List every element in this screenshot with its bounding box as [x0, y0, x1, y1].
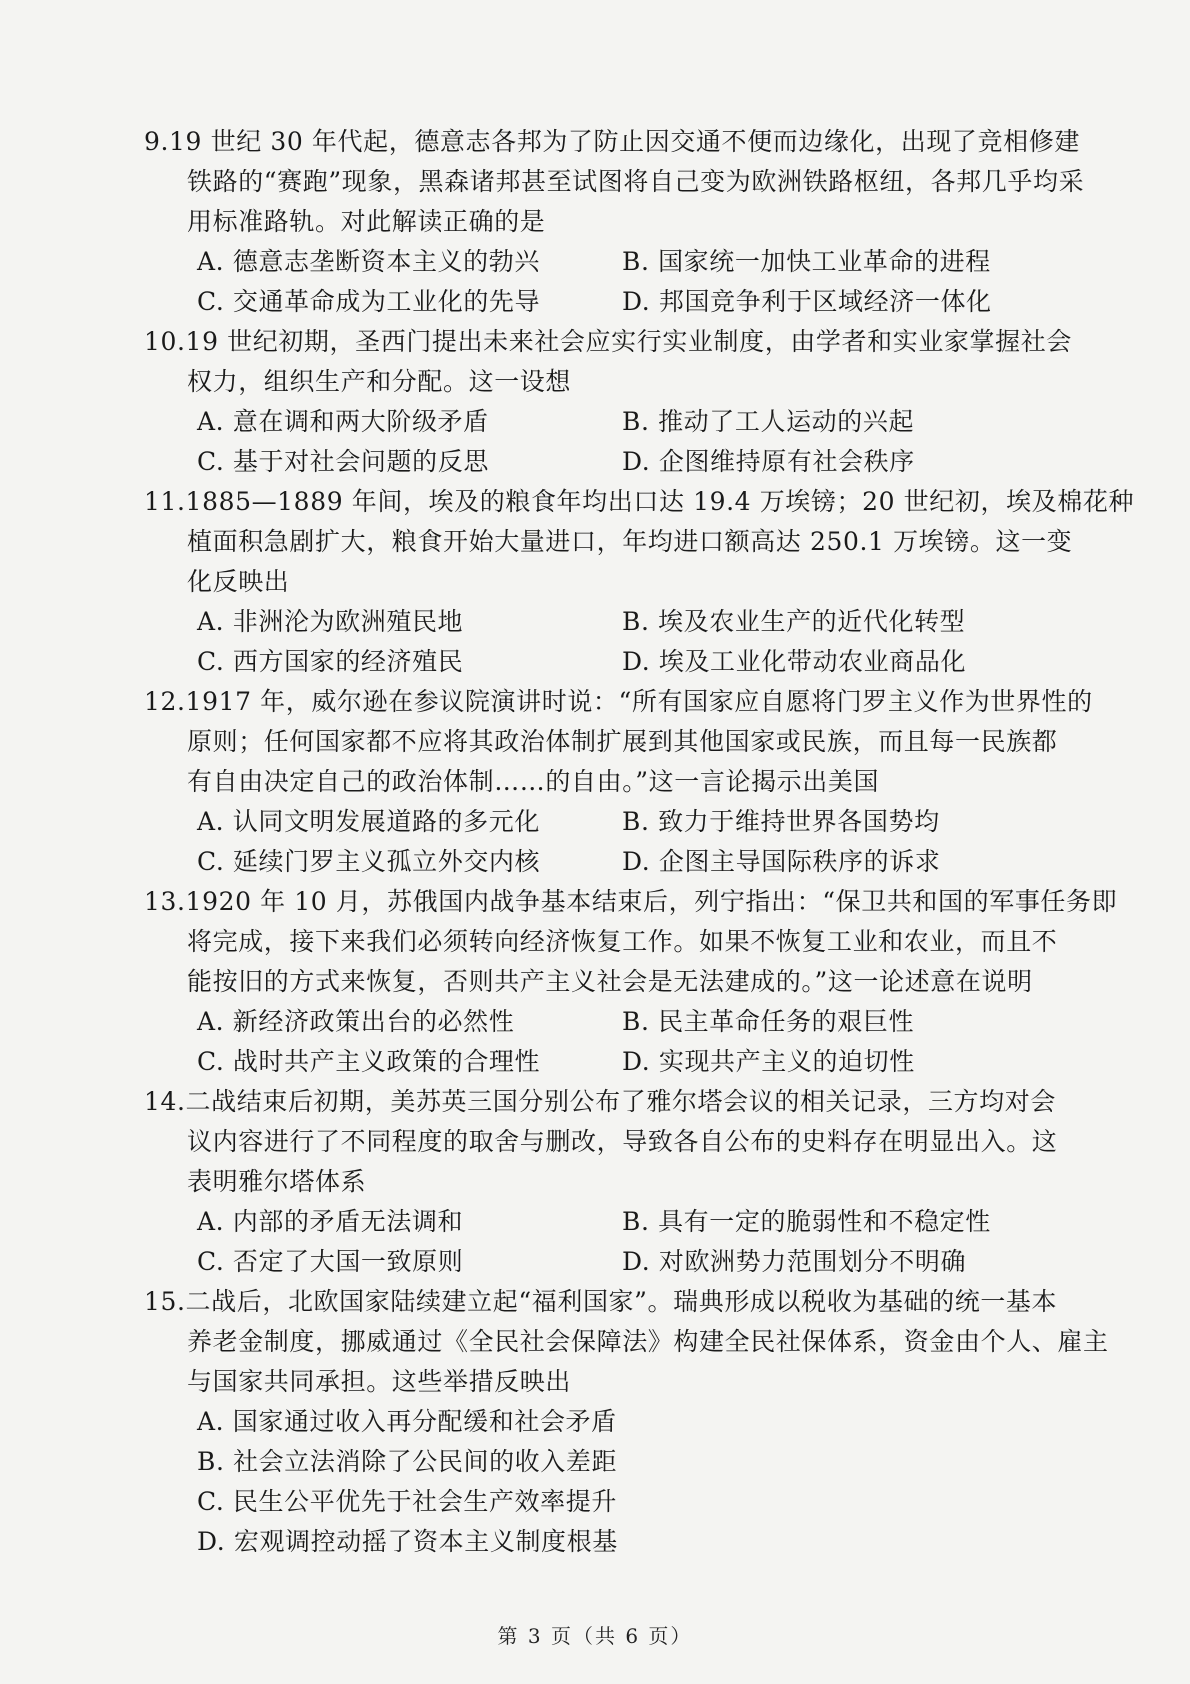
option-d: D. 实现共产主义的迫切性	[622, 1047, 915, 1076]
option-d: D. 埃及工业化带动农业商品化	[622, 647, 967, 676]
option-c: C. 否定了大国一致原则	[197, 1247, 464, 1276]
stem-line: 15.二战后，北欧国家陆续建立起“福利国家”。瑞典形成以税收为基础的统一基本	[144, 1287, 1058, 1316]
option-a: A. 意在调和两大阶级矛盾	[197, 407, 489, 436]
option-b: B. 民主革命任务的艰巨性	[622, 1007, 915, 1036]
option-d: D. 宏观调控动摇了资本主义制度根基	[197, 1527, 618, 1556]
option-c: C. 交通革命成为工业化的先导	[197, 287, 541, 316]
stem-line: 表明雅尔塔体系	[187, 1167, 367, 1196]
stem-line: 12.1917 年，威尔逊在参议院演讲时说：“所有国家应自愿将门罗主义作为世界性的	[144, 687, 1093, 716]
options	[162, 402, 1090, 482]
stem-line: 10.19 世纪初期，圣西门提出未来社会应实行实业制度，由学者和实业家掌握社会	[144, 327, 1072, 356]
stem-line: 11.1885—1889 年间，埃及的粮食年均出口达 19.4 万埃镑；20 世纪初，埃及棉花种	[144, 487, 1135, 516]
option-a: A. 德意志垄断资本主义的勃兴	[197, 247, 540, 276]
options	[162, 1002, 1090, 1082]
option-d: D. 企图主导国际秩序的诉求	[622, 847, 941, 876]
stem-line: 将完成，接下来我们必须转向经济恢复工作。如果不恢复工业和农业，而且不	[187, 927, 1058, 956]
question-stem	[144, 1282, 1109, 1402]
option-b: B. 推动了工人运动的兴起	[622, 407, 915, 436]
stem-line: 原则；任何国家都不应将其政治体制扩展到其他国家或民族，而且每一民族都	[187, 727, 1058, 756]
options	[162, 802, 1090, 882]
option-b: B. 社会立法消除了公民间的收入差距	[197, 1447, 618, 1476]
option-d: D. 对欧洲势力范围划分不明确	[622, 1247, 967, 1276]
question-15	[144, 1282, 1109, 1562]
stem-line: 植面积急剧扩大，粮食开始大量进口，年均进口额高达 250.1 万埃镑。这一变	[187, 527, 1073, 556]
question-13	[144, 882, 1118, 1082]
option-a: A. 新经济政策出台的必然性	[197, 1007, 515, 1036]
stem-line: 议内容进行了不同程度的取舍与删改，导致各自公布的史料存在明显出入。这	[187, 1127, 1058, 1156]
options	[162, 242, 1090, 322]
stem-line: 有自由决定自己的政治体制……的自由。”这一言论揭示出美国	[187, 767, 880, 796]
option-a: A. 国家通过收入再分配缓和社会矛盾	[197, 1407, 617, 1436]
question-10	[144, 322, 1090, 482]
stem-line: 9.19 世纪 30 年代起，德意志各邦为了防止因交通不便而边缘化，出现了竞相修建	[144, 127, 1080, 156]
option-c: C. 民生公平优先于社会生产效率提升	[197, 1487, 617, 1516]
options	[162, 1402, 1090, 1562]
option-d: D. 邦国竞争利于区域经济一体化	[622, 287, 992, 316]
option-a: A. 认同文明发展道路的多元化	[197, 807, 540, 836]
question-stem	[144, 122, 1090, 242]
question-stem	[144, 322, 1090, 402]
question-stem	[144, 682, 1093, 802]
question-stem	[144, 882, 1118, 1002]
question-11	[144, 482, 1135, 682]
option-b: B. 埃及农业生产的近代化转型	[622, 607, 966, 636]
option-c: C. 西方国家的经济殖民	[197, 647, 464, 676]
stem-line: 13.1920 年 10 月，苏俄国内战争基本结束后，列宁指出：“保卫共和国的军事任务即	[144, 887, 1118, 916]
question-stem	[144, 482, 1135, 602]
stem-line: 用标准路轨。对此解读正确的是	[187, 207, 546, 236]
page-footer: 第 3 页（共 6 页）	[497, 1624, 693, 1648]
question-12	[144, 682, 1093, 882]
option-b: B. 具有一定的脆弱性和不稳定性	[622, 1207, 991, 1236]
option-c: C. 延续门罗主义孤立外交内核	[197, 847, 541, 876]
option-c: C. 基于对社会问题的反思	[197, 447, 489, 476]
option-a: A. 内部的矛盾无法调和	[197, 1207, 464, 1236]
option-b: B. 致力于维持世界各国势均	[622, 807, 940, 836]
options	[162, 602, 1090, 682]
option-d: D. 企图维持原有社会秩序	[622, 447, 915, 476]
stem-line: 化反映出	[187, 567, 290, 596]
stem-line: 铁路的“赛跑”现象，黑森诸邦甚至试图将自己变为欧洲铁路枢纽，各邦几乎均采	[187, 167, 1085, 196]
option-c: C. 战时共产主义政策的合理性	[197, 1047, 541, 1076]
question-9	[144, 122, 1090, 322]
question-list	[144, 122, 1135, 1562]
stem-line: 14.二战结束后初期，美苏英三国分别公布了雅尔塔会议的相关记录，三方均对会	[144, 1087, 1056, 1116]
stem-line: 权力，组织生产和分配。这一设想	[187, 367, 572, 396]
stem-line: 能按旧的方式来恢复，否则共产主义社会是无法建成的。”这一论述意在说明	[187, 967, 1033, 996]
option-b: B. 国家统一加快工业革命的进程	[622, 247, 991, 276]
option-a: A. 非洲沦为欧洲殖民地	[197, 607, 464, 636]
stem-line: 与国家共同承担。这些举措反映出	[187, 1367, 572, 1396]
stem-line: 养老金制度，挪威通过《全民社会保障法》构建全民社保体系，资金由个人、雇主	[187, 1327, 1109, 1356]
options	[162, 1202, 1090, 1282]
question-14	[144, 1082, 1090, 1282]
question-stem	[144, 1082, 1090, 1202]
